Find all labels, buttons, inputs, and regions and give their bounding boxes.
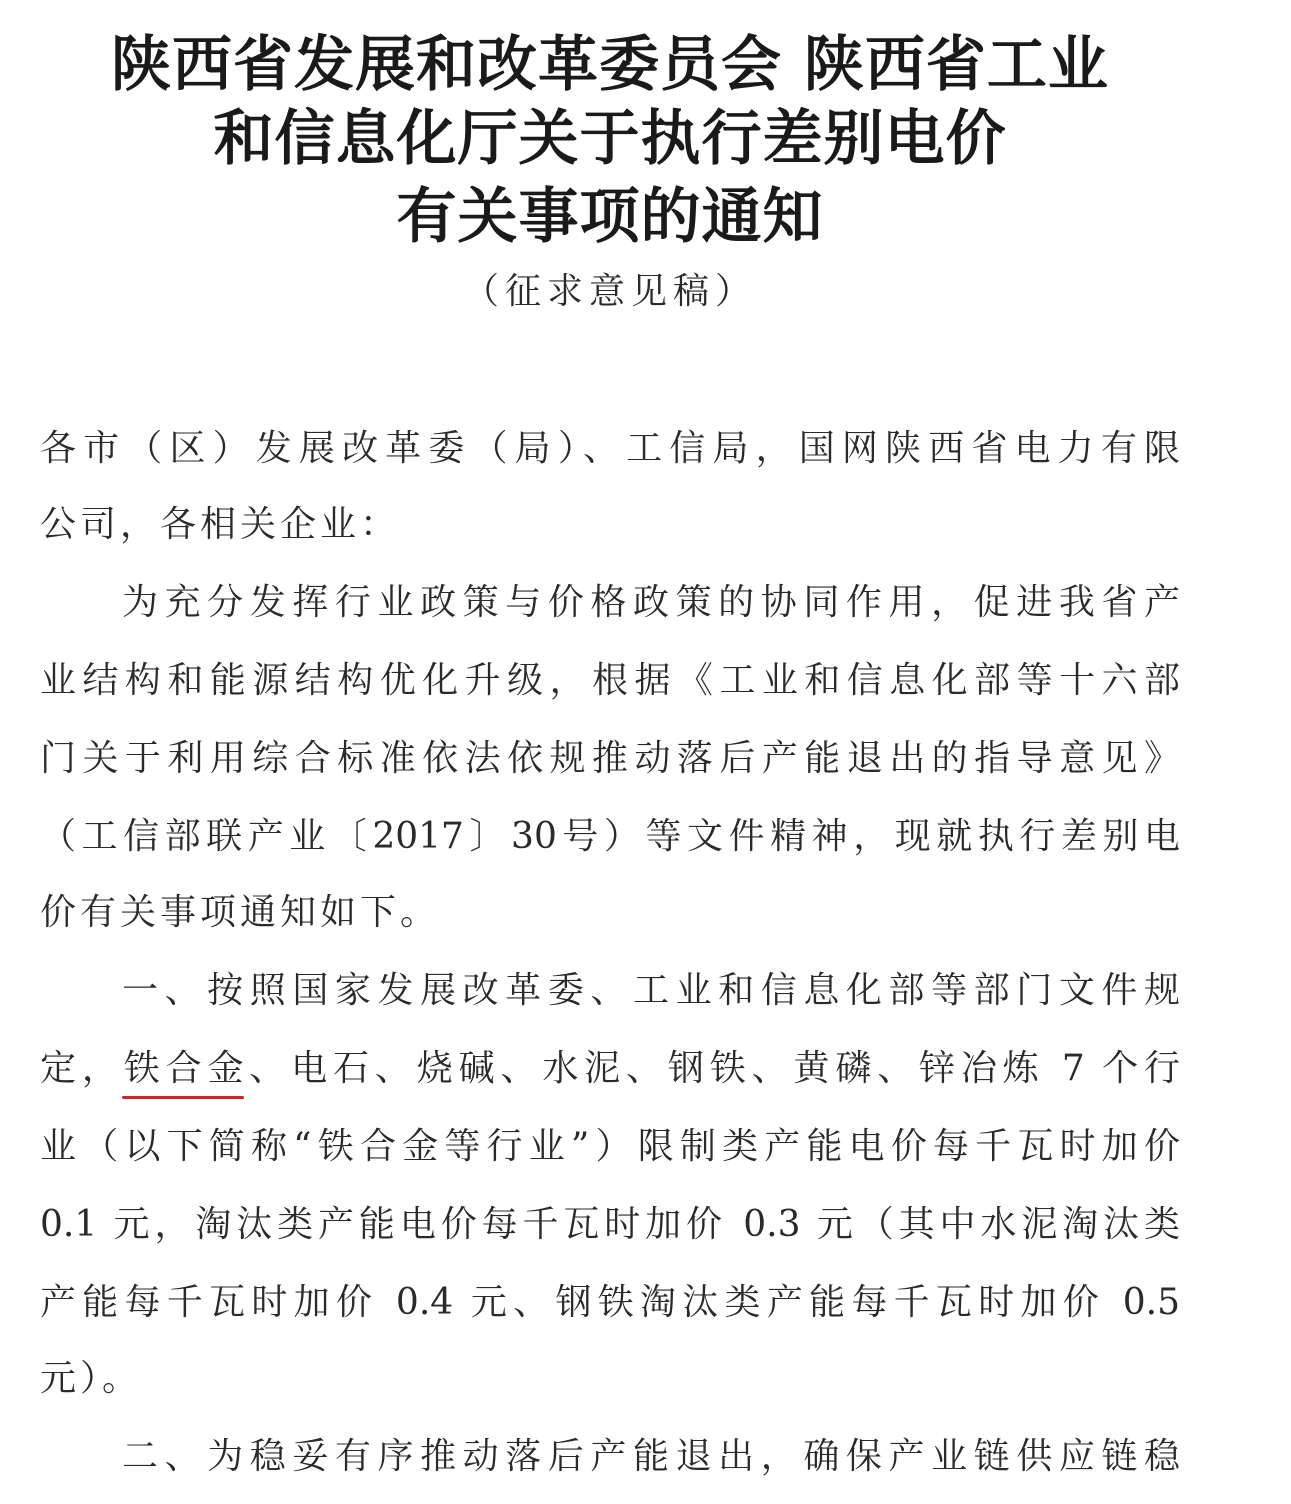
body-line-with-highlight: 定，铁合金、电石、烧碱、水泥、钢铁、黄磷、锌冶炼 7 个行	[40, 1048, 1180, 1089]
body-line: 二、为稳妥有序推动落后产能退出，确保产业链供应链稳	[122, 1436, 1180, 1477]
body-line: 一、按照国家发展改革委、工业和信息化部等部门文件规	[122, 970, 1180, 1011]
title-line-1: 陕西省发展和改革委员会 陕西省工业	[111, 30, 1109, 100]
highlight-underline	[122, 1096, 244, 1099]
body-line: 业（以下简称“铁合金等行业”）限制类产能电价每千瓦时加价	[40, 1126, 1180, 1167]
draft-subtitle: （征求意见稿）	[462, 271, 757, 312]
body-line: 价有关事项通知如下。	[40, 892, 441, 933]
body-line: 各市（区）发展改革委（局）、工信局，国网陕西省电力有限	[40, 428, 1180, 469]
title-line-3: 有关事项的通知	[396, 182, 824, 252]
body-line: 为充分发挥行业政策与价格政策的协同作用，促进我省产	[122, 582, 1180, 623]
body-line: 门关于利用综合标准依法依规推动落后产能退出的指导意见》	[40, 738, 1180, 779]
body-line: （工信部联产业〔2017〕30号）等文件精神，现就执行差别电	[40, 816, 1180, 857]
body-line: 0.1 元，淘汰类产能电价每千瓦时加价 0.3 元（其中水泥淘汰类	[40, 1204, 1180, 1245]
body-line: 产能每千瓦时加价 0.4 元、钢铁淘汰类产能每千瓦时加价 0.5	[40, 1282, 1180, 1323]
title-line-2: 和信息化厅关于执行差别电价	[213, 104, 1007, 174]
body-line: 业结构和能源结构优化升级，根据《工业和信息化部等十六部	[40, 660, 1180, 701]
body-line: 公司，各相关企业：	[40, 504, 401, 545]
body-line: 元）。	[40, 1358, 143, 1399]
